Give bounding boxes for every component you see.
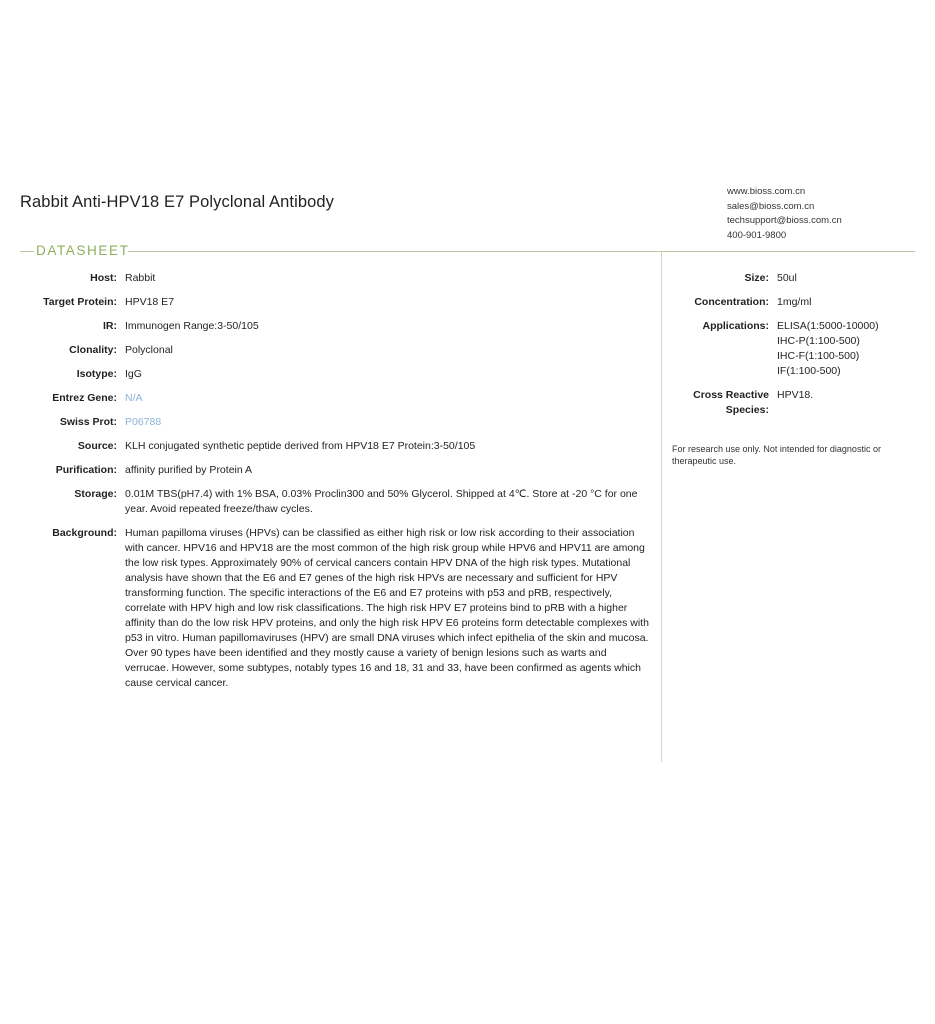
spec-row-background bbox=[20, 526, 650, 691]
spec-value-link[interactable]: N/A bbox=[125, 392, 143, 404]
band-rule-right bbox=[128, 251, 915, 252]
spec-value-line: IHC-P(1:100-500) bbox=[777, 335, 860, 347]
band-rule-left bbox=[20, 251, 34, 252]
spec-value: 0.01M TBS(pH7.4) with 1% BSA, 0.03% Proclin300 and 50% Glycerol. Shipped at 4℃. Store at -20 °C for one year. Avoid repeated freeze/thaw cycles. bbox=[125, 488, 638, 515]
spec-key: Purification: bbox=[55, 464, 117, 476]
spec-value-link[interactable]: P06788 bbox=[125, 416, 162, 428]
datasheet-band bbox=[20, 243, 915, 258]
spec-key: Target Protein: bbox=[43, 296, 117, 308]
spec-value: Immunogen Range:3-50/105 bbox=[125, 320, 259, 332]
spec-value-line: IF(1:100-500) bbox=[777, 365, 841, 377]
spec-value: Human papilloma viruses (HPVs) can be classified as either high risk or low risk according to their association with cancer. HPV16 and HPV18 are the most common of the high risk group while HPV6 and HPV11 are among the low risk types. Approximately 90% of cervical cancers contain HPV DNA of the high risk types. Mutational analysis have shown that the E6 and E7 genes of the high risk HPVs are necessary and sufficient for HPV transforming function. The specific interactions of the E6 and E7 proteins with p53 and pRB, respectively, correlate with HPV high and low risk classifications. The high risk HPV E7 proteins bind to pRB with a higher affinity than do the low risk HPV proteins, and only the high risk HPV E6 proteins form detectable complexes with p53 in vitro. Human papillomaviruses (HPV) are small DNA viruses which infect epithelia of the skin and mucosa. Over 90 types have been identified and they mostly cause a variety of benign lesions such as warts and verrucae. However, some subtypes, notably types 16 and 18, 31 and 33, have been confirmed as agents which cause cervical cancer. bbox=[125, 527, 649, 689]
spec-value: IgG bbox=[125, 368, 142, 380]
spec-key: Size: bbox=[744, 272, 769, 284]
spec-value-line: 1mg/ml bbox=[777, 296, 812, 308]
spec-key: Swiss Prot: bbox=[59, 416, 117, 428]
right-spec-list bbox=[672, 271, 922, 427]
spec-row-host bbox=[20, 271, 650, 286]
spec-row-clonality bbox=[20, 343, 650, 358]
spec-value bbox=[769, 271, 797, 286]
spec-key: Applications: bbox=[702, 320, 769, 332]
spec-row-source bbox=[20, 439, 650, 454]
spec-value-line: IHC-F(1:100-500) bbox=[777, 350, 860, 362]
spec-key: IR: bbox=[103, 320, 117, 332]
spec-key: Clonality: bbox=[69, 344, 117, 356]
spec-key: Source: bbox=[77, 440, 117, 452]
disclaimer-text: For research use only. Not intended for diagnostic or therapeutic use. bbox=[672, 444, 881, 466]
spec-value bbox=[769, 295, 811, 310]
spec-key: Storage: bbox=[74, 488, 117, 500]
spec-key: Entrez Gene: bbox=[52, 392, 117, 404]
contact-website: www.bioss.com.cn bbox=[727, 186, 806, 197]
spec-row-ir bbox=[20, 319, 650, 334]
contact-sales-email: sales@bioss.com.cn bbox=[727, 200, 815, 212]
page-title: Rabbit Anti-HPV18 E7 Polyclonal Antibody bbox=[20, 193, 335, 211]
spec-row-isotype bbox=[20, 367, 650, 382]
spec-value: HPV18 E7 bbox=[125, 296, 175, 308]
spec-row-size bbox=[672, 271, 922, 286]
spec-value: affinity purified by Protein A bbox=[125, 464, 253, 476]
column-divider bbox=[661, 252, 662, 762]
spec-value: Polyclonal bbox=[125, 344, 173, 356]
spec-key: Isotype: bbox=[76, 368, 117, 380]
spec-row-swiss-prot bbox=[20, 415, 650, 430]
contact-phone: 400-901-9800 bbox=[727, 229, 787, 241]
spec-value bbox=[769, 388, 813, 418]
spec-row-entrez-gene bbox=[20, 391, 650, 406]
spec-key: Background: bbox=[52, 527, 117, 539]
spec-value bbox=[769, 319, 879, 379]
left-spec-list bbox=[20, 271, 650, 700]
spec-value: Rabbit bbox=[125, 272, 156, 284]
datasheet-label: DATASHEET bbox=[36, 243, 130, 258]
spec-row-concentration bbox=[672, 295, 922, 310]
contact-block bbox=[727, 185, 842, 243]
spec-key: Concentration: bbox=[694, 296, 769, 308]
spec-key: Host: bbox=[90, 272, 117, 284]
spec-value-line: 50ul bbox=[777, 272, 797, 284]
spec-key: Cross Reactive Species: bbox=[693, 389, 769, 416]
spec-value-line: HPV18. bbox=[777, 389, 814, 401]
spec-row-target-protein bbox=[20, 295, 650, 310]
contact-support-email: techsupport@bioss.com.cn bbox=[727, 215, 842, 226]
spec-value-line: ELISA(1:5000-10000) bbox=[777, 320, 879, 332]
spec-value: KLH conjugated synthetic peptide derived from HPV18 E7 Protein:3-50/105 bbox=[125, 440, 476, 452]
spec-row-storage bbox=[20, 487, 650, 517]
spec-row-purification bbox=[20, 463, 650, 478]
spec-row-cross-reactive-species bbox=[672, 388, 922, 418]
spec-row-applications bbox=[672, 319, 922, 379]
